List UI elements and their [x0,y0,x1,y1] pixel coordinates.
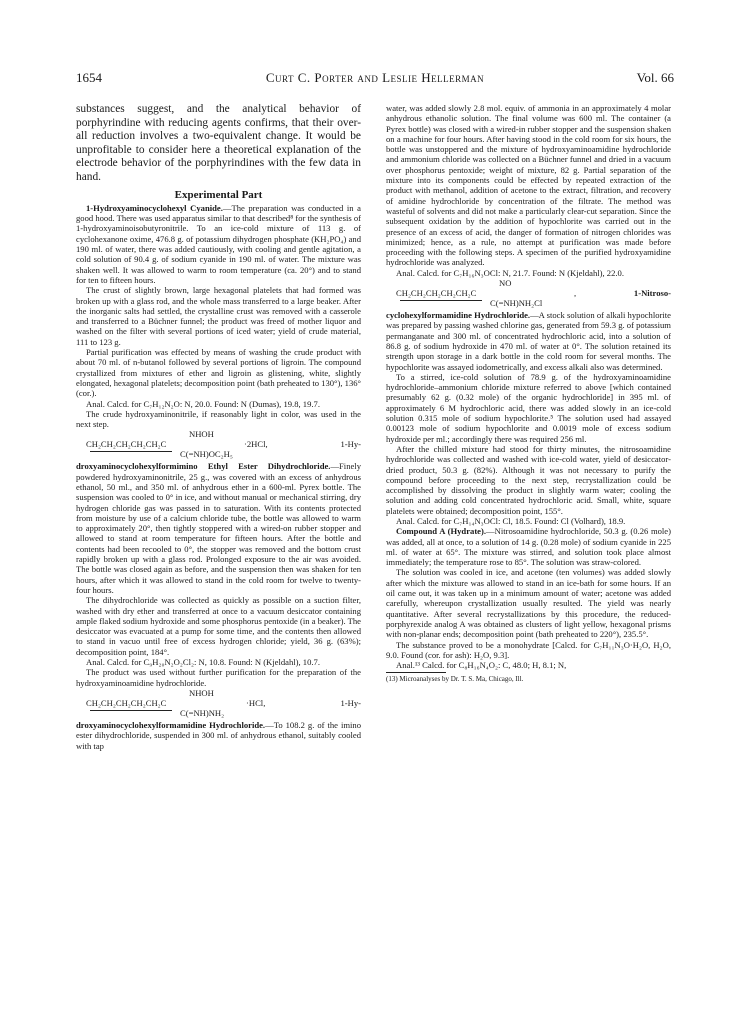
paragraph: To a stirred, ice-cold solution of 78.9 g. of the hydroxyaminoamidine hydrochloride–ammonium chloride mixture referred to above [which contained presumably 62 g. (0.32 mole) of the organic hydrochloride] in 395 ml. of approximately 6 M hydrochloric acid, there was added slowly in an ice-cold solution 0.315 mole of sodium hypochlorite.⁵ The solution used had assayed 0.00123 mole of sodium hypochlorite and 0.0019 mole of excess sodium hydroxide per ml.; accordingly there was required 256 ml. [386,371,671,444]
formula-tail: 1-Nitroso- [633,288,671,299]
formula-top: NHOH [189,687,214,698]
page-number: 1654 [76,70,102,85]
formula-main: CH₂CH₂CH₂CH₂CH₂C [86,697,167,708]
paragraph-text: —Nitrosoamidine hydrochloride, 50.3 g. (0.26 mole) was added, all at once, to a solution of 14 g. (0.28 mole) of sodium cyanide in 225 ml. of water at 65°. The mixture was stirred, and solution took place almost immediately; the temperature rose to 85°. The solution was straw-colored. [386,526,671,568]
paragraph [386,526,671,567]
paragraph-text: —To 108.2 g. of the imino ester dihydrochloride, suspended in 300 ml. of anhydrous ethanol, suitably cooled with tap [76,719,361,751]
formula-main: CH₂CH₂CH₂CH₂CH₂C [396,288,477,299]
paragraph [76,203,361,285]
paragraph: The dihydrochloride was collected as quickly as possible on a suction filter, washed with dry ether and transferred at once to a vacuum desiccator containing ample flaked sodium hydroxide and some phosphorus pentoxide (in a beaker). The desiccator was evacuated at a pump for some time, and the contents then allowed to stand in vacuo until free of excess hydrogen chloride; yield, 36 g. (63%); decomposition point, 184°. [76,595,361,657]
structural-formula [76,429,361,461]
formula-main: CH₂CH₂CH₂CH₂CH₂C [86,439,167,450]
paragraph-text: —Finely powdered hydroxyaminonitrile, 25 g., was covered with an excess of anhydrous ethanol, 50 ml., and 350 ml. of anhydrous ether in a 600-ml. Pyrex bottle. The suspension was cooled to 0° in ice, and without manual or mechanical stirring, dry hydrogen chloride gas was passed in to saturation. With its contents protected from moisture by use of a calcium chloride tube, the bottle was allowed to warm to approximately 20°, then tightly stoppered with a wired-on rubber stopper and allowed to stand at room temperature for fifteen hours. After the bottle and contents had been recooled to 0°, the stopper was removed and the bottom crust rapidly broken up with a glass rod. Prolonged exposure to the air was avoided. The bottle was closed again as before, and the suspension then was shaken for ten hours, after which it was allowed to stand in the cold room for twelve to twenty-four hours. [76,461,361,595]
compound-heading: droxyaminocyclohexylformimino Ethyl Ester Dihydrochloride. [76,461,331,472]
analysis-line: Anal.¹³ Calcd. for C₈H₁₆N₄O₂: C, 48.0; H, 8.1; N, [396,660,567,671]
analysis-line: Anal. Calcd. for C₇H₁₆N₃OCl: N, 21.7. Found: N (Kjeldahl), 22.0. [396,267,624,278]
formula-bottom: C(=NH)NH₂ [180,707,225,718]
paragraph [76,720,361,751]
paragraph [386,310,671,372]
analysis-line: Anal. Calcd. for C₇H₁₂N₂O: N, 20.0. Found: N (Dumas), 19.8, 19.7. [86,398,320,409]
formula-bottom: C(=NH)OC₂H₅ [180,449,233,460]
structural-formula [76,688,361,720]
analysis-line: Anal. Calcd. for C₇H₁₄N₃OCl: Cl, 18.5. Found: Cl (Volhard), 18.9. [396,515,626,526]
running-title: Curt C. Porter and Leslie Hellerman [265,70,485,85]
paragraph: The product was used without further purification for the preparation of the hydroxyaminoamidine hydrochloride. [76,667,361,688]
ring-bond [90,451,172,452]
paragraph: The crude hydroxyaminonitrile, if reasonably light in color, was used in the next step. [76,408,361,430]
formula-tail: 1-Hy- [340,697,361,708]
compound-heading: Compound A (Hydrate). [396,526,487,537]
compound-heading: droxyaminocyclohexylformamidine Hydrochloride. [76,719,266,730]
page-header [76,70,674,90]
paragraph-text: —The preparation was conducted in a good hood. There was used apparatus similar to that described⁸ for the synthesis of 1-hydroxyaminoisobutyronitrile. To an ice-cold mixture of 113 g. of cyclohexanone oxime, 476.8 g. of potassium dihydrogen phosphate (KH₂PO₄) and 190 ml. of water, there was added cautiously, with cooling and gentle agitation, a cold solution of 90.4 g. of sodium cyanide in 190 ml. of water. The mixture was shaken well. It was allowed to warm to room temperature (ca. 20°) and to stand for ten to fifteen hours. [76,202,361,285]
volume-label: Vol. 66 [636,70,674,85]
formula-salt: ·HCl, [246,697,266,708]
paragraph: After the chilled mixture had stood for thirty minutes, the nitrosoamidine hydrochloride was collected and washed with ice-cold water, yield of desiccator-dried product, 50.3 g. (82%). Although it was not necessary to purify the compound before proceeding to the next step, recrystallization could be accomplished by dissolving the product in slightly warm water; cooling the solution and adding cold concentrated hydrochloric acid. Small, white, square platelets were obtained; decomposition point, 155°. [386,443,671,516]
compound-heading: 1-Hydroxyaminocyclohexyl Cyanide. [86,202,223,213]
formula-top: NO [499,278,512,289]
formula-bottom: C(=NH)NH₂Cl [490,298,543,309]
compound-heading: cyclohexylformamidine Hydrochloride. [386,310,531,321]
ring-bond [400,300,482,301]
structural-formula [386,278,671,310]
footnote: (13) Microanalyses by Dr. T. S. Ma, Chicago, Ill. [386,675,524,684]
formula-salt: ·2HCl, [244,439,268,450]
paragraph: water, was added slowly 2.8 mol. equiv. of ammonia in an approximately 4 molar anhydrous ethanolic solution. The final volume was 600 ml. The container (a Pyrex bottle) was closed with a wired-in rubber stopper and the suspension shaken on a machine for four hours. After having stood in the cold room for six hours, the bottle was unstoppered and the mixture of hydroxyaminoamidine hydrochloride and ammonium chloride was collected on a Büchner funnel and dried in a vacuum over phosphorus pentoxide; weight of mixture, 82 g. Partial separation of the mixture into its components could be effected by repeated extraction of the product with methanol, addition of acetone to the extract, filtration, and recovery of amidine hydrochloride by concentration of the filtrate. The method was wasteful of solvents and did not make a particularly clear-cut separation. Since the subsequent oxidation by the addition of hypochlorite was carried out in the presence of an excess of acid, the danger of formation of nitrogen chlorides was minimized; hence, as a rule, no attempt at purification was made before proceeding with the following steps. A specimen of the purified hydroxyamidine hydrochloride was analyzed. [386,103,671,268]
paragraph: The solution was cooled in ice, and acetone (ten volumes) was added slowly after which the mixture was allowed to stand in an ice-bath for some hours. If an oil came out, it was taken up in a minimum amount of water; acetone was added carefully, whereupon crystallization usually resulted. The yield was nearly quantitative. After several recrystallizations by this procedure, the reduced-porphyrexide analog A was obtained as clusters of light yellow, hexagonal prisms with non-planar ends; decomposition point (bath preheated to 220°), 235.5°. [386,567,671,640]
paragraph [76,461,361,595]
paragraph-text: —A stock solution of alkali hypochlorite was prepared by passing washed chlorine gas, generated from 59.3 g. of potassium permanganate and 300 ml. of concentrated hydrochloric acid, into a solution of 86.8 g. of sodium hydroxide in 470 ml. of water at 0°. The solution retained its strength upon storage in a dark bottle in the cold room for several months. The hypochlorite was assayed iodometrically, and excess alkali also was determined. [386,310,671,372]
footnote-rule [386,672,446,673]
left-column [76,103,361,751]
formula-tail: 1-Hy- [340,439,361,450]
intro-paragraph: substances suggest, and the analytical behavior of porphyrindine with reducing agents confirms, that their over-all reduction involves a two-equivalent change. It would be unprofitable to consider here a theoretical explanation of the electrode behavior of the porphyrindines with the few data in hand. [76,103,361,183]
analysis-line: Anal. Calcd. for C₉H₂₀N₂O₂Cl₂: N, 10.8. Found: N (Kjeldahl), 10.7. [86,657,320,668]
paragraph: Partial purification was effected by means of washing the crude product with about 70 ml. of n-butanol followed by several portions of ligroin. The compound crystallized from mixtures of ether and ligroin as glistening, white, slightly elongated, hexagonal platelets; decomposition point (bath preheated to 130°), 136° (cor.). [76,347,361,399]
paragraph: The crust of slightly brown, large hexagonal platelets that had formed was broken up with a glass rod, and the whole mass transferred to a large beaker. After the inorganic salts had settled, the crystalline crust was removed with a casserole and transferred to a Büchner funnel; the product was freed of mother liquor and washed on the filter with several portions of iced water; yield of crude material, 111 to 123 g. [76,285,361,347]
ring-bond [90,710,172,711]
formula-top: NHOH [189,429,214,440]
section-heading: Experimental Part [174,188,263,201]
right-column [386,103,671,685]
formula-comma: , [574,288,577,299]
paragraph: The substance proved to be a monohydrate [Calcd. for C₇H₁₁N₃O·H₂O, H₂O, 9.0. Found (cor. for ash): H₂O, 9.3]. [386,639,671,660]
